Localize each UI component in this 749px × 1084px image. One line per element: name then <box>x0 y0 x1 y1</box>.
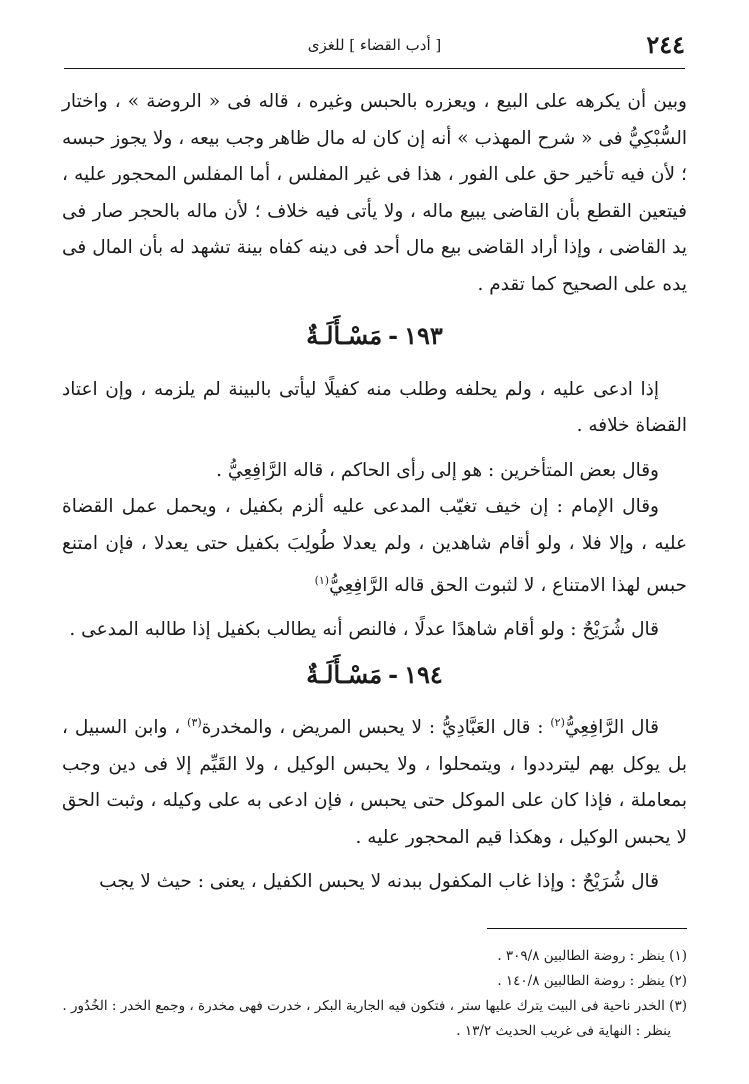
issue-194-heading: ١٩٤-مَسْـأَلَـةٌ <box>306 659 443 689</box>
issue-194-label: مَسْـأَلَـةٌ <box>306 659 383 689</box>
paragraph-1: وبين أن يكرهه على البيع ، ويعزره بالحبس وغيره ، قاله فى « الروضة » ، واختار السُّبْكِيُّ فى « شرح المهذب » أنه إن كان له مال ظاهر وجب بيعه ، ولا يجوز حبسه ؛ لأن فيه تأخير حق على الفور ، هذا فى غير المفلس ، أما المفلس المحجور عليه ، فيتعين القطع بأن القاضى يبيع ماله ، ولا يأتى فيه خلاف ؛ لأن ماله بالحجر صار فى يد القاضى ، وإذا أراد القاضى بيع مال أحد فى دينه كفاه بينة تشهد له بأن المال فى يده على الصحيح كما تقدم . <box>62 91 687 295</box>
paragraph-2: إذا ادعى عليه ، ولم يحلفه وطلب منه كفيلًا ليأتى بالبينة لم يلزمه ، وإن اعتاد القضاة خلافه . <box>62 378 687 437</box>
running-title: [ أدب القضاء ] للغزى <box>307 36 442 54</box>
footnote-3-continuation: ينظر : النهاية فى غريب الحديث ١٣/٢ . <box>456 1023 671 1039</box>
footnote-ref-1: (١) <box>314 573 330 587</box>
footnote-rule <box>487 928 687 929</box>
header-rule <box>64 68 685 69</box>
footnote-1: (١) ينظر : روضة الطالبين ٣٠٩/٨ . <box>497 948 687 964</box>
footnotes <box>62 944 687 1044</box>
paragraph-5: قال شُرَيْحٌ : ولو أقام شاهدًا عدلًا ، فالنص أنه يطالب بكفيل إذا طالبه المدعى . <box>69 619 659 641</box>
issue-193-number: ١٩٣ <box>404 320 443 350</box>
footnote-ref-3: (٣) <box>187 715 202 729</box>
paragraph-4 <box>62 489 687 604</box>
paragraph-6-part-2: : قال العَبَّادِيُّ : لا يحبس المريض ، والمخدرة <box>201 717 551 739</box>
body-text <box>62 84 687 901</box>
paragraph-4-text: وقال الإمام : إن خيف تغيّب المدعى عليه ألزم بكفيل ، ويحمل عمل القضاة عليه ، وإلا فلا ، ولو أقام شاهدين ، ولم يعدلا طُولِبَ بكفيل حتى يعدلا ، فإن امتنع حبس لهذا الامتناع ، لا لثبوت الحق قاله الرَّافِعِيُّ <box>62 496 687 596</box>
footnote-3: (٣) الخدر ناحية فى البيت يترك عليها ستر ، فتكون فيه الجارية البكر ، خدرت فهى مخدرة ، وجمع الخدر : الخُدُور . <box>62 998 687 1014</box>
paragraph-6-part-3: ، وابن السبيل ، بل يوكل بهم ليترددوا ، ويتمحلوا ، ولا يحبس الوكيل ، ولا القَيِّم إلا فى دين وجب بمعاملة ، فإذا كان على الموكل حتى يحبس ، فإن ادعى به على وكيله ، وثبت الحق لا يحبس الوكيل ، وهكذا قيم المحجور عليه . <box>62 717 687 848</box>
issue-193-label: مَسْـأَلَـةٌ <box>306 320 383 350</box>
issue-193-heading: ١٩٣-مَسْـأَلَـةٌ <box>306 320 443 350</box>
paragraph-6 <box>62 705 687 857</box>
paragraph-3: وقال بعض المتأخرين : هو إلى رأى الحاكم ، قاله الرَّافِعِيُّ . <box>216 459 659 481</box>
footnote-2: (٢) ينظر : روضة الطالبين ١٤٠/٨ . <box>497 973 687 989</box>
paragraph-6-part-1: قال الرَّافِعِيُّ <box>564 717 659 739</box>
paragraph-7: قال شُرَيْحٌ : وإذا غاب المكفول ببدنه لا يحبس الكفيل ، يعنى : حيث لا يجب <box>99 871 659 893</box>
issue-194-number: ١٩٤ <box>404 659 443 689</box>
footnote-ref-2: (٢) <box>550 715 565 729</box>
page-header <box>64 30 685 64</box>
page-number: ٢٤٤ <box>646 30 685 59</box>
